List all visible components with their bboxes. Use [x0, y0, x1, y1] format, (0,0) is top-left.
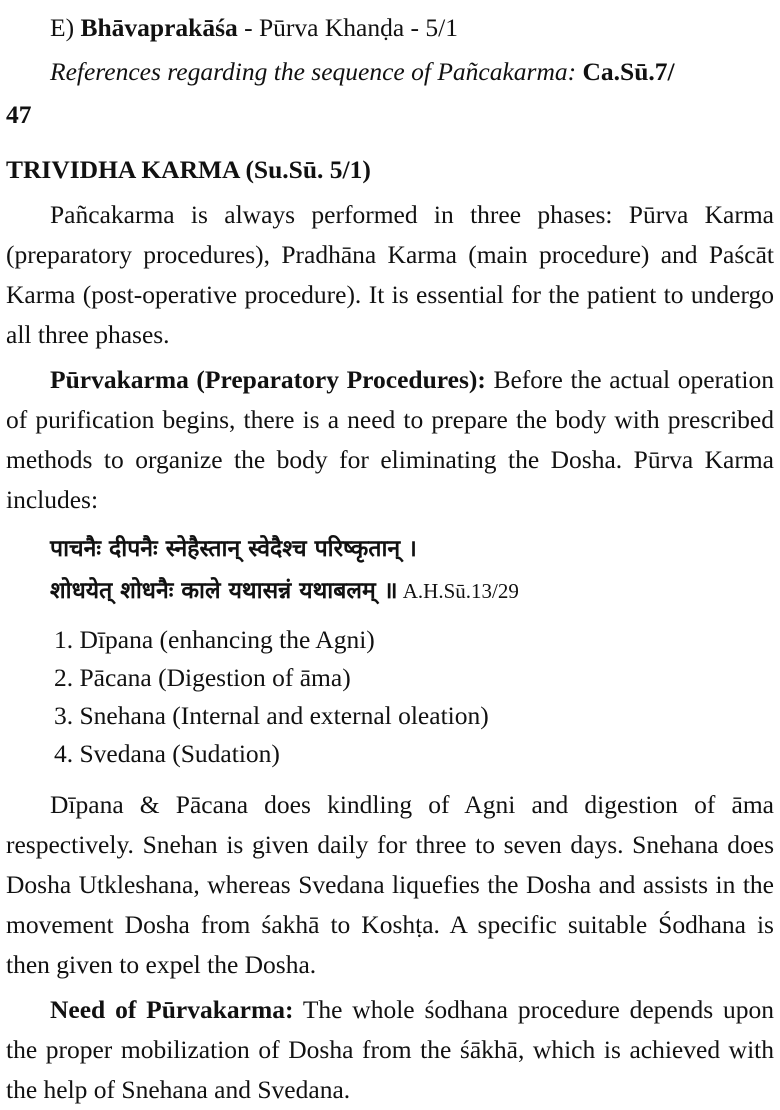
need-text: The whole śodhana procedure depends upon the proper mobilization of Dosha from the śākhā, which is achieved with the help of Snehana and Svedana. [6, 995, 774, 1104]
list-item: 3. Snehana (Internal and external oleation) [54, 701, 489, 730]
references-line-cont [6, 95, 774, 135]
heading-title: TRIVIDHA KARMA [6, 155, 240, 184]
purvakarma-lead: Pūrvakarma (Preparatory Procedures): [50, 365, 486, 394]
list-item: 2. Pācana (Digestion of āma) [54, 663, 351, 692]
heading-ref: (Su.Sū. 5/1) [239, 155, 371, 184]
references-line [50, 52, 774, 92]
need-lead: Need of Pūrvakarma: [50, 995, 294, 1024]
references-ref: Ca.Sū.7/ [576, 57, 675, 86]
shloka-line-2 [50, 570, 774, 611]
paragraph-purvakarma [6, 360, 774, 520]
paragraph-dipana: Dīpana & Pācana does kindling of Agni and digestion of āma respectively. Snehan is given daily for three to seven days. Snehana does Dosha Utkleshana, whereas Svedana liquefies the Dosha and assists in the movement Dosha from śakhā to Koshṭa. A specific suitable Śodhana is then given to expel the Dosha. [6, 790, 774, 979]
section-heading [6, 150, 774, 190]
paragraph-trividha: Pañcakarma is always performed in three phases: Pūrva Karma (preparatory procedures), Pradhāna Karma (main procedure) and Paścāt Karma (post-operative procedure). It is essential for the patient to undergo all three phases. [6, 200, 774, 349]
source-rest: - Pūrva Khanḍa - 5/1 [237, 13, 458, 42]
list-item: 4. Svedana (Sudation) [54, 739, 280, 768]
source-line [50, 8, 774, 48]
shloka-text-2: शोधयेत् शोधनैः काले यथासन्नं यथाबलम् ॥ [50, 578, 398, 604]
purvakarma-text: Before the actual operation of purification begins, there is a need to prepare the body with prescribed methods to organize the body for eliminating the Dosha. Pūrva Karma includes: [6, 365, 774, 514]
references-label: References regarding the sequence of Pañcakarma: [50, 57, 577, 86]
source-prefix: E) [50, 13, 81, 42]
list-item: 1. Dīpana (enhancing the Agni) [54, 625, 375, 654]
shloka-text-1: पाचनैः दीपनैः स्नेहैस्तान् स्वेदैश्च परिष्कृतान् । [50, 536, 417, 562]
shloka-line-1 [50, 528, 774, 569]
references-ref-cont: 47 [6, 100, 32, 129]
source-title: Bhāvaprakāśa [80, 13, 238, 42]
shloka-ref: A.H.Sū.13/29 [397, 579, 519, 603]
paragraph-need [6, 990, 774, 1110]
